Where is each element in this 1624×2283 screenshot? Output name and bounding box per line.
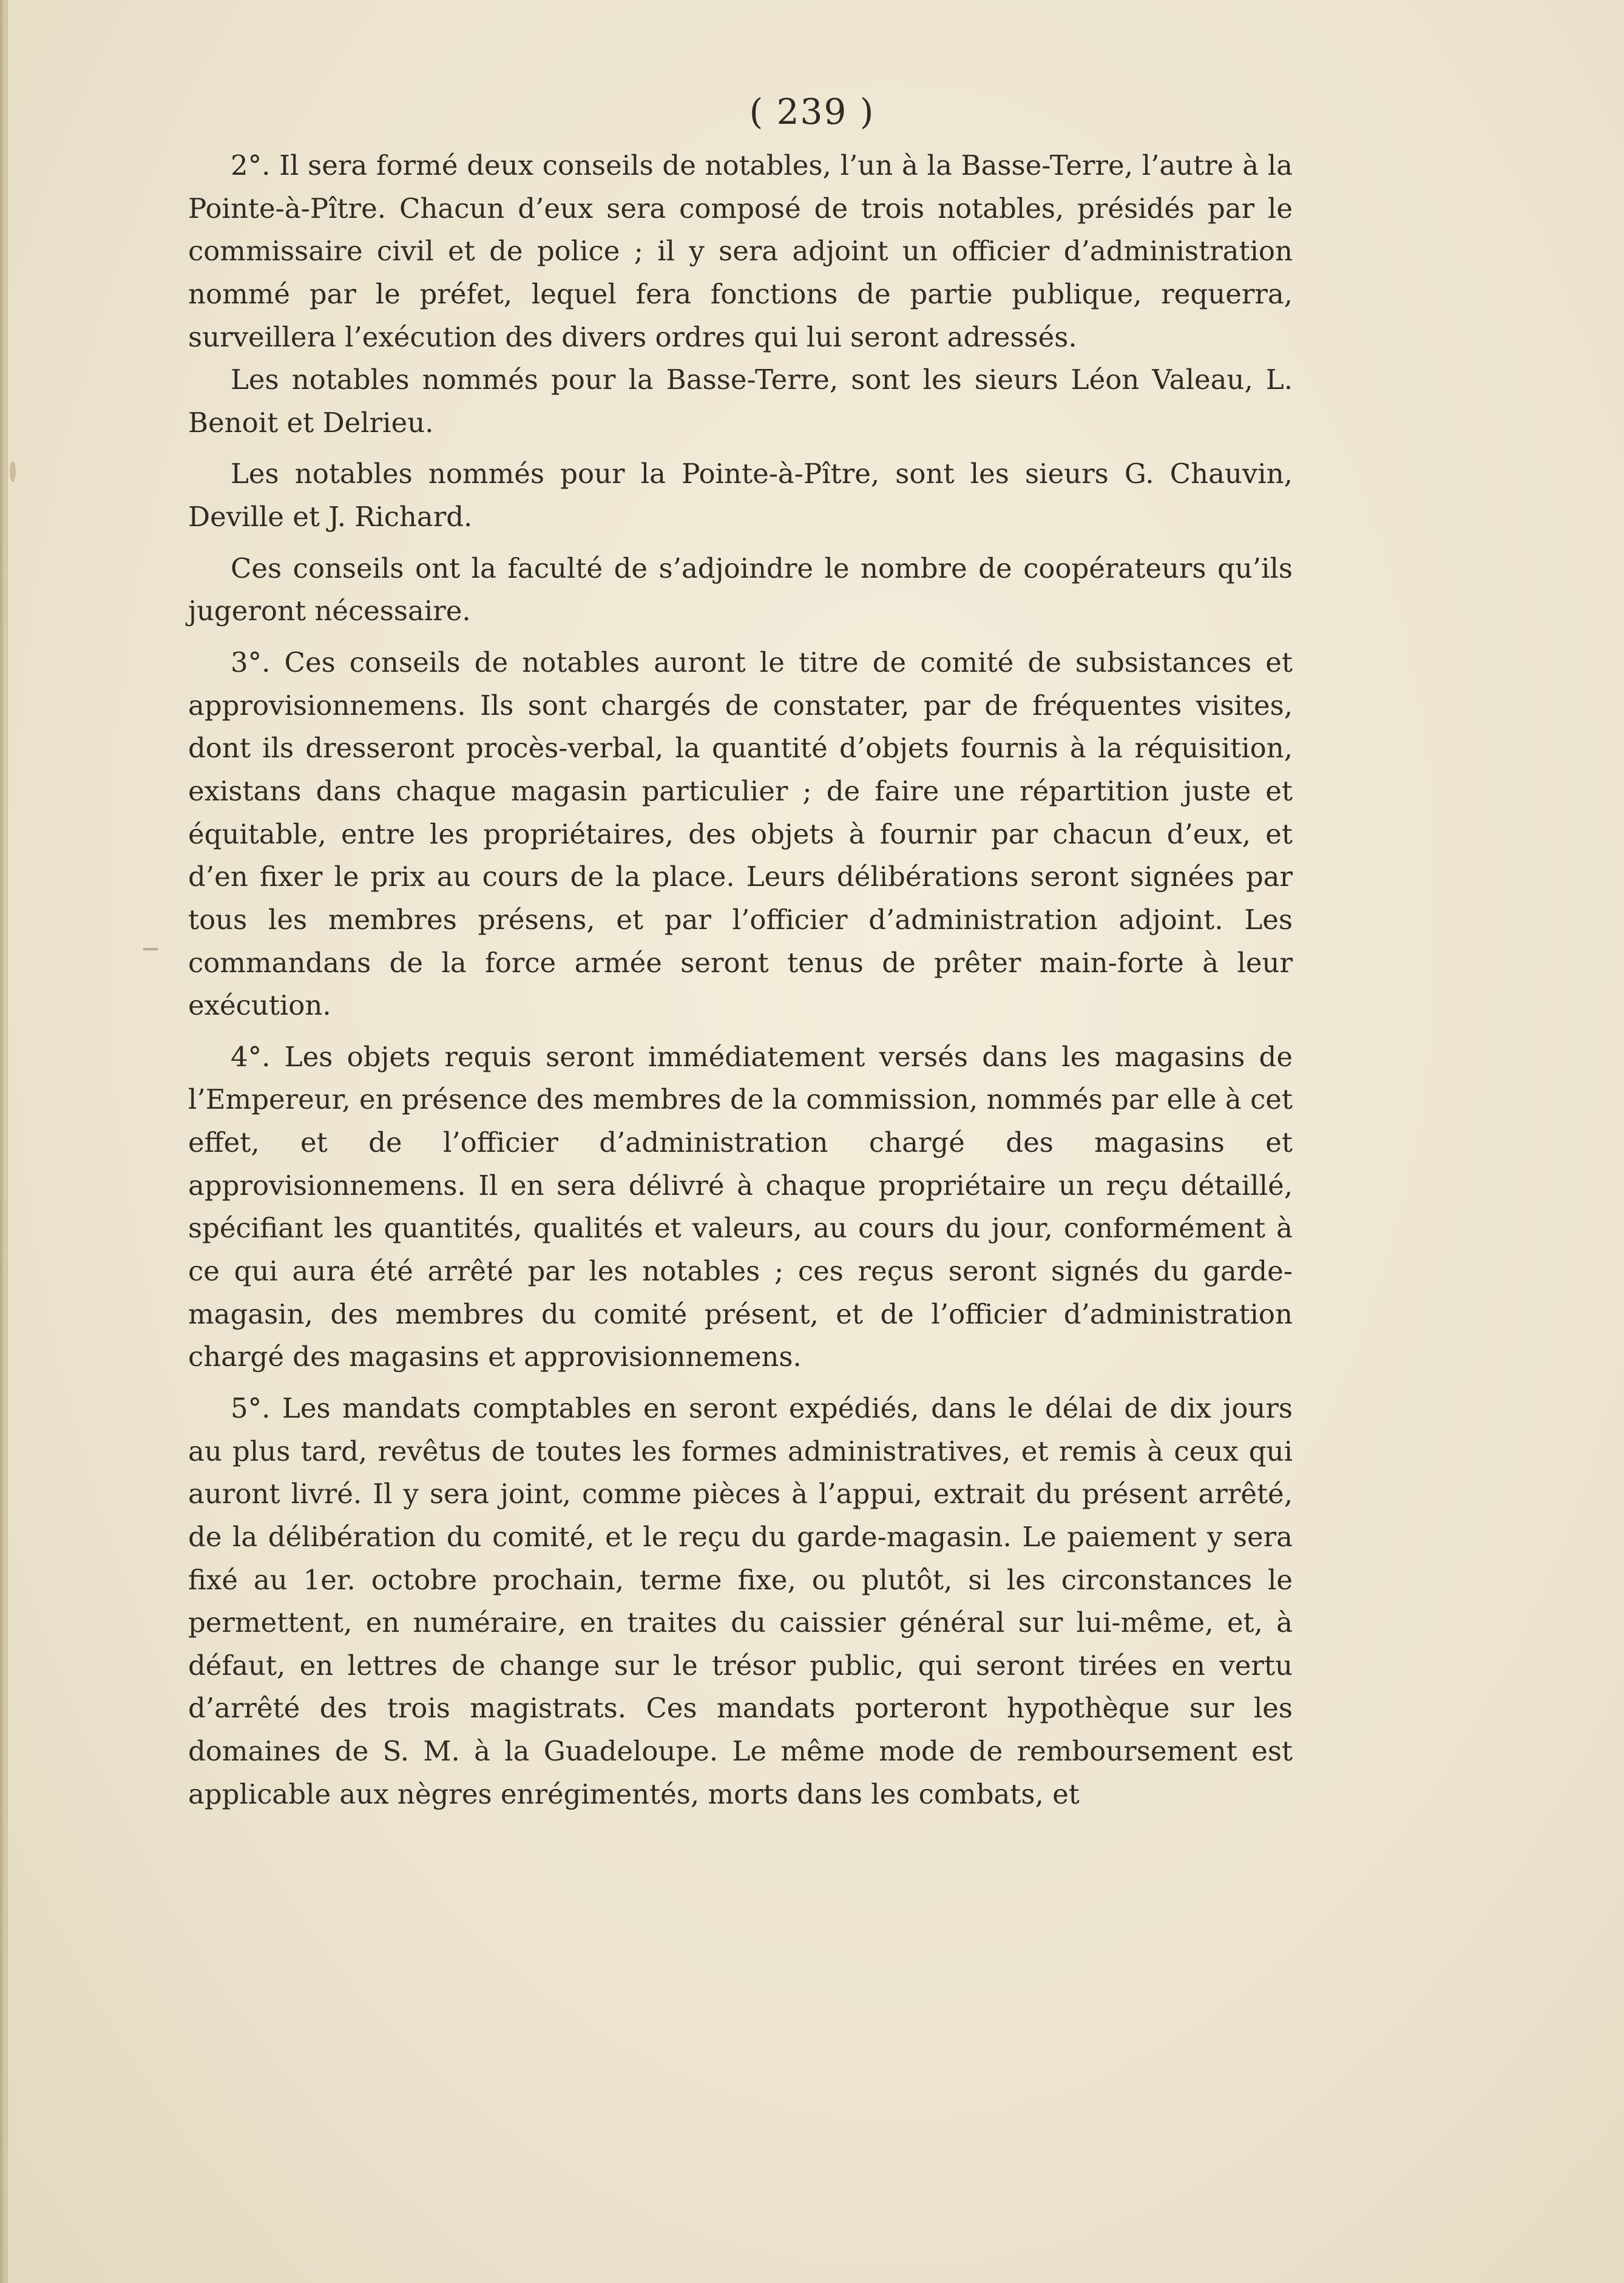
paragraph-article-5: 5°. Les mandats comptables en seront expédiés, dans le délai de dix jours au plus tard, revêtus de toutes les formes administratives, et remis à ceux qui auront livré. Il y sera joint, comme pièces à l’appui, extrait du présent arrêté, de la délibération du comité, et le reçu du garde-magasin. Le paiement y sera fixé au 1er. octobre prochain, terme fixe, ou plutôt, si les circonstances le permettent, en numéraire, en traites du caissier général sur lui-même, et, à défaut, en lettres de change sur le trésor public, qui seront tirées en vertu d’arrêté des trois magistrats. Ces mandats porteront hypothèque sur les domaines de S. M. à la Guadeloupe. Le même mode de remboursement est applicable aux nègres enrégimentés, morts dans les combats, et bbox=[188, 1392, 1293, 1810]
paragraph-article-2: 2°. Il sera formé deux conseils de notables, l’un à la Basse-Terre, l’autre à la Pointe-à-Pître. Chacun d’eux sera composé de trois notables, présidés par le commissaire civil et de police ; il y sera adjoint un officier d’administration nommé par le préfet, lequel fera fonctions de partie publique, requerra, surveillera l’exécution des divers ordres qui lui seront adressés. bbox=[188, 149, 1293, 353]
page-number: ( 239 ) bbox=[749, 91, 875, 132]
binding-shadow bbox=[6, 0, 8, 2283]
stray-ink-mark bbox=[143, 948, 158, 950]
paragraph-notables-basse-terre: Les notables nommés pour la Basse-Terre, sont les sieurs Léon Valeau, L. Benoit et Delrieu. bbox=[188, 364, 1293, 439]
body-text bbox=[188, 144, 1293, 1816]
paragraph-article-4: 4°. Les objets requis seront immédiatement versés dans les magasins de l’Empereur, en présence des membres de la commission, nommés par elle à cet effet, et de l’officier d’administration chargé des magasins et approvisionnemens. Il en sera délivré à chaque propriétaire un reçu détaillé, spécifiant les quantités, qualités et valeurs, au cours du jour, conformément à ce qui aura été arrêté par les notables ; ces reçus seront signés du garde-magasin, des membres du comité présent, et de l’officier d’administration chargé des magasins et approvisionnemens. bbox=[188, 1040, 1293, 1373]
paragraph-article-3: 3°. Ces conseils de notables auront le titre de comité de subsistances et approvisionnemens. Ils sont chargés de constater, par de fréquentes visites, dont ils dresseront procès-verbal, la quantité d’objets fournis à la réquisition, existans dans chaque magasin particulier ; de faire une répartition juste et équitable, entre les propriétaires, des objets à fournir par chacun d’eux, et d’en fixer le prix au cours de la place. Leurs délibérations seront signées par tous les membres présens, et par l’officier d’administration adjoint. Les commandans de la force armée seront tenus de prêter main-forte à leur exécution. bbox=[188, 646, 1293, 1022]
paragraph-cooperateurs: Ces conseils ont la faculté de s’adjoindre le nombre de coopérateurs qu’ils jugeront nécessaire. bbox=[188, 552, 1293, 627]
paragraph-notables-pointe-a-pitre: Les notables nommés pour la Pointe-à-Pître, sont les sieurs G. Chauvin, Deville et J. Richard. bbox=[188, 458, 1293, 533]
foxing-spot bbox=[10, 461, 16, 482]
